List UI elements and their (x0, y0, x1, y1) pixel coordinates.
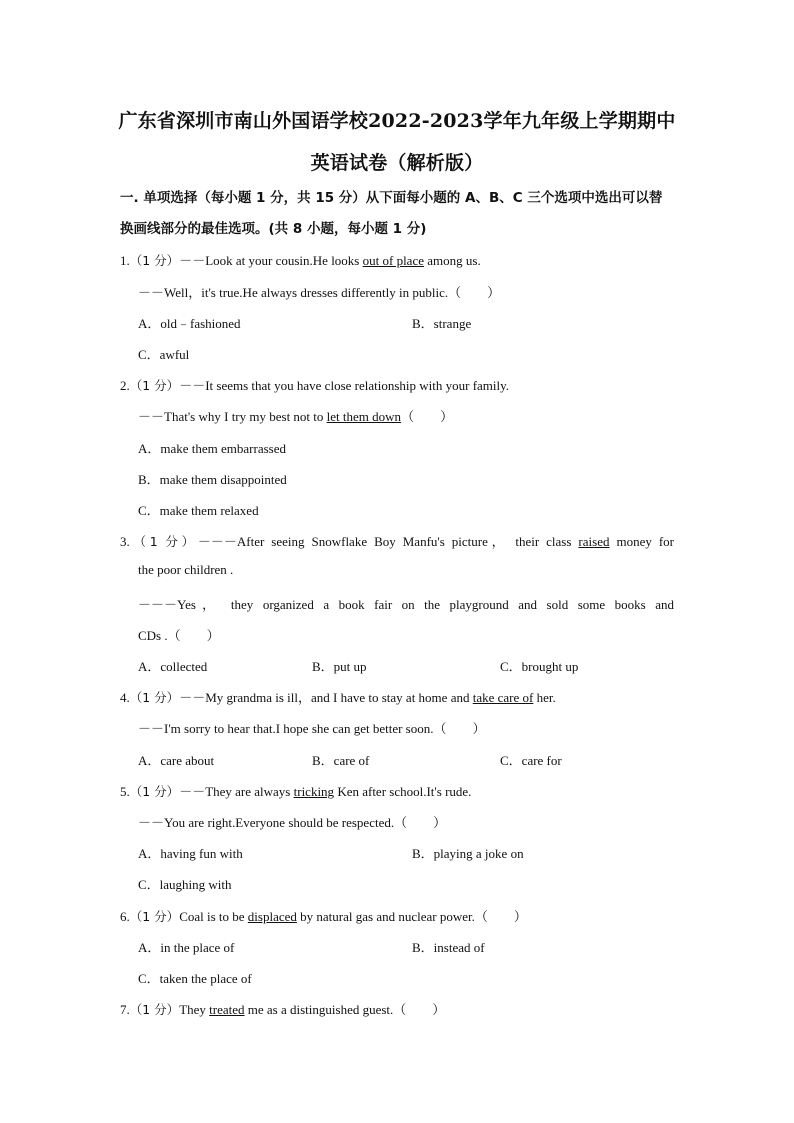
question-1-stem: 1.（1 分）－－Look at your cousin.He looks out of place among us. (120, 253, 481, 268)
option-b: B．make them disappointed (138, 472, 287, 487)
underlined-phrase: out of place (362, 253, 424, 268)
question-3-reply-continued: CDs .（ ） (138, 628, 220, 643)
page-title: 广东省深圳市南山外国语学校2022-2023学年九年级上学期期中 (118, 110, 676, 132)
question-4-stem: 4.（1 分）－－My grandma is ill，and I have to stay at home and take care of her. (120, 690, 556, 705)
option-a: A．collected (138, 659, 208, 674)
option-a: A．old﹣fashioned (138, 316, 241, 331)
question-score: （1 分） (129, 534, 198, 549)
question-number: 3. (120, 534, 130, 549)
question-2-stem: 2.（1 分）－－It seems that you have close relationship with your family. (120, 378, 510, 393)
question-6-stem: 6.（1 分）Coal is to be displaced by natural gas and nuclear power.（ ） (120, 909, 527, 924)
question-number: 5. (120, 784, 130, 799)
underlined-phrase: tricking (293, 784, 335, 799)
page-subtitle: 英语试卷（解析版） (310, 152, 484, 174)
question-2-reply: －－That's why I try my best not to let them down（ ） (138, 409, 454, 424)
option-b: B．put up (312, 659, 367, 674)
question-3-stem: 3.（1 分）－－－After seeing Snowflake Boy Manfu's picture， their class raised money for (120, 534, 674, 549)
question-score: （1 分） (129, 690, 180, 705)
option-c: C．brought up (500, 659, 579, 674)
option-b: B．care of (312, 753, 370, 768)
question-4-reply: －－I'm sorry to hear that.I hope she can get better soon.（ ） (138, 721, 486, 736)
question-number: 4. (120, 690, 130, 705)
question-number: 2. (120, 378, 130, 393)
option-b: B．strange (412, 316, 472, 331)
option-c: C．care for (500, 753, 562, 768)
section-heading: 一. 单项选择（每小题 1 分，共 15 分）从下面每小题的 A、B、C 三个选项中选出可以替 (120, 190, 663, 206)
question-number: 6. (120, 909, 130, 924)
underlined-phrase: let them down (326, 409, 402, 424)
question-5-reply: －－You are right.Everyone should be respected.（ ） (138, 815, 447, 830)
question-score: （1 分） (129, 1002, 180, 1017)
option-a: A．make them embarrassed (138, 441, 287, 456)
question-7-stem: 7.（1 分）They treated me as a distinguished guest.（ ） (120, 1002, 446, 1017)
option-a: A．having fun with (138, 846, 243, 861)
option-a: A．care about (138, 753, 215, 768)
question-5-stem: 5.（1 分）－－They are always tricking Ken after school.It's rude. (120, 784, 472, 799)
option-a: A．in the place of (138, 940, 235, 955)
question-score: （1 分） (129, 253, 180, 268)
question-3-reply: －－－Yes， they organized a book fair on the playground and sold some books and (138, 597, 674, 612)
question-number: 1. (120, 253, 130, 268)
underlined-phrase: take care of (472, 690, 534, 705)
underlined-phrase: raised (578, 534, 610, 549)
question-score: （1 分） (129, 378, 180, 393)
section-heading-continued: 换画线部分的最佳选项。(共 8 小题，每小题 1 分) (120, 221, 427, 237)
question-score: （1 分） (129, 909, 180, 924)
question-number: 7. (120, 1002, 130, 1017)
option-c: C．awful (138, 347, 190, 362)
question-score: （1 分） (129, 784, 180, 799)
option-c: C．laughing with (138, 877, 232, 892)
option-b: B．instead of (412, 940, 485, 955)
option-c: C．make them relaxed (138, 503, 259, 518)
option-b: B．playing a joke on (412, 846, 524, 861)
underlined-phrase: treated (209, 1002, 245, 1017)
question-1-reply: －－Well，it's true.He always dresses differently in public.（ ） (138, 285, 501, 300)
question-3-stem-continued: the poor children . (138, 562, 234, 577)
option-c: C．taken the place of (138, 971, 252, 986)
underlined-phrase: displaced (247, 909, 297, 924)
